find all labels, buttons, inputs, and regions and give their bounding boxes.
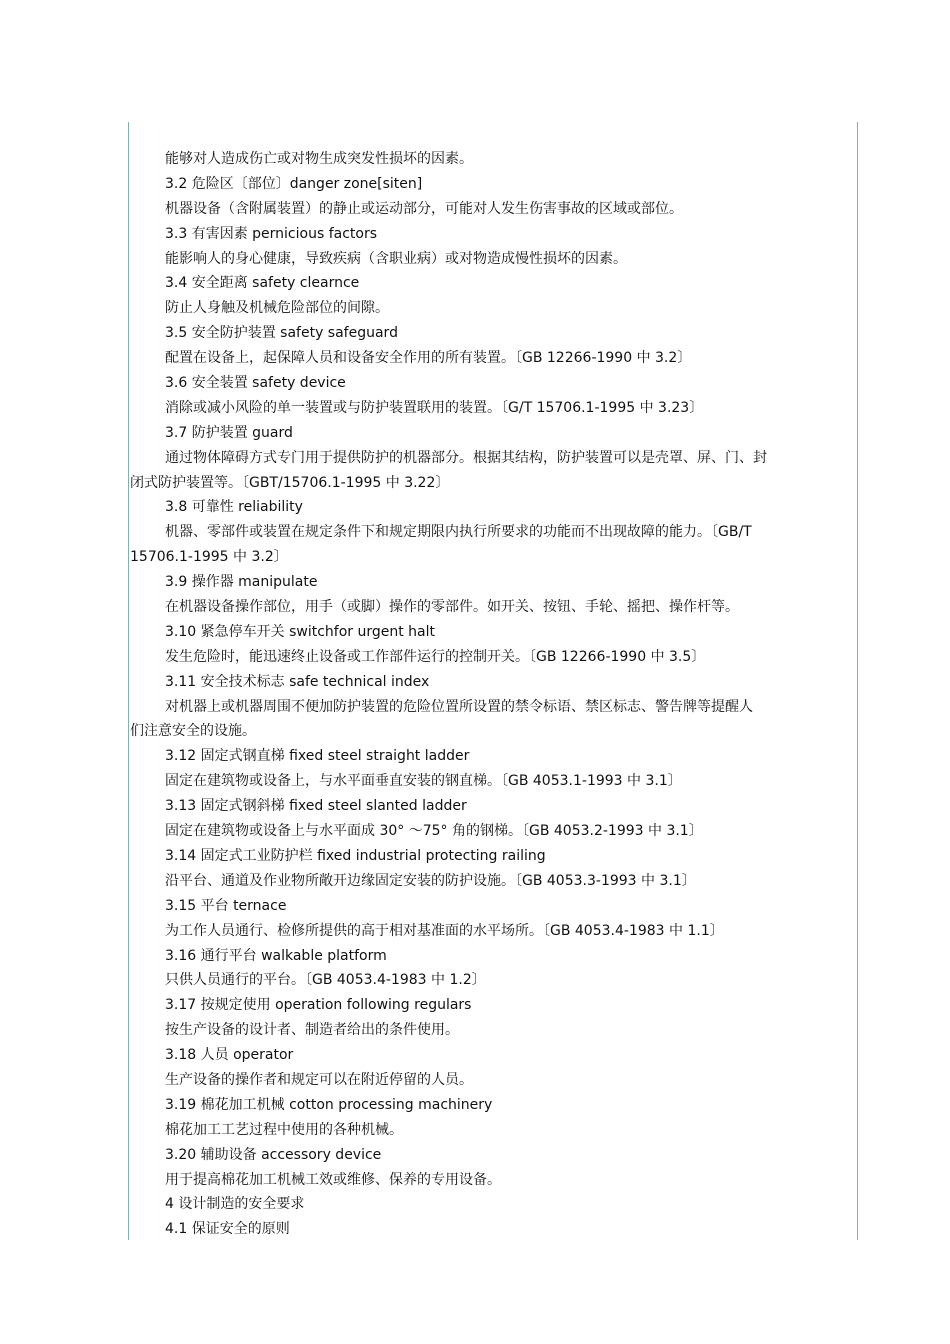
text-line: 4 设计制造的安全要求 xyxy=(165,1196,305,1213)
text-line: 3.7 防护装置 guard xyxy=(165,424,293,441)
text-line: 生产设备的操作者和规定可以在附近停留的人员。 xyxy=(165,1071,473,1088)
text-line: 3.5 安全防护装置 safety safeguard xyxy=(165,325,398,342)
text-line: 15706.1-1995 中 3.2〕 xyxy=(130,549,288,566)
text-line: 3.4 安全距离 safety clearnce xyxy=(165,275,360,292)
text-line: 3.3 有害因素 pernicious factors xyxy=(165,225,378,242)
text-line: 3.16 通行平台 walkable platform xyxy=(165,947,387,964)
text-line: 3.11 安全技术标志 safe technical index xyxy=(165,673,430,690)
text-line: 3.2 危险区〔部位〕danger zone[siten] xyxy=(165,175,423,192)
text-line: 3.17 按规定使用 operation following regulars xyxy=(165,997,472,1014)
text-line: 3.15 平台 ternace xyxy=(165,897,287,914)
text-line: 能够对人造成伤亡或对物生成突发性损坏的因素。 xyxy=(165,151,473,167)
text-line: 3.12 固定式钢直梯 fixed steel straight ladder xyxy=(165,748,470,765)
text-line: 只供人员通行的平台。〔GB 4053.4-1983 中 1.2〕 xyxy=(165,972,486,989)
document-body xyxy=(130,147,856,1242)
text-line: 能影响人的身心健康，导致疾病（含职业病）或对物造成慢性损坏的因素。 xyxy=(165,250,627,267)
text-line: 按生产设备的设计者、制造者给出的条件使用。 xyxy=(165,1022,459,1039)
text-line: 对机器上或机器周围不便加防护装置的危险位置所设置的禁令标语、禁区标志、警告牌等提醒人 xyxy=(165,698,753,715)
text-line: 用于提高棉花加工机械工效或维修、保养的专用设备。 xyxy=(165,1171,501,1188)
text-line: 3.8 可靠性 reliability xyxy=(165,499,303,516)
text-line: 3.9 操作器 manipulate xyxy=(165,574,318,591)
text-line: 机器、零部件或装置在规定条件下和规定期限内执行所要求的功能而不出现故障的能力。〔GB/T xyxy=(165,524,752,541)
text-line: 闭式防护装置等。〔GBT/15706.1-1995 中 3.22〕 xyxy=(130,474,450,491)
text-line: 棉花加工工艺过程中使用的各种机械。 xyxy=(165,1121,403,1138)
text-line: 机器设备（含附属装置）的静止或运动部分，可能对人发生伤害事故的区域或部位。 xyxy=(165,200,683,217)
text-line: 3.14 固定式工业防护栏 fixed industrial protecting railing xyxy=(165,847,546,864)
text-line: 3.6 安全装置 safety device xyxy=(165,375,346,392)
text-line: 4.1 保证安全的原则 xyxy=(165,1221,290,1238)
text-line: 为工作人员通行、检修所提供的高于相对基准面的水平场所。〔GB 4053.4-1983 中 1.1〕 xyxy=(165,922,724,939)
text-line: 配置在设备上，起保障人员和设备安全作用的所有装置。〔GB 12266-1990 中 3.2〕 xyxy=(165,350,692,367)
text-line: 3.18 人员 operator xyxy=(165,1047,294,1064)
text-line: 固定在建筑物或设备上，与水平面垂直安装的钢直梯。〔GB 4053.1-1993 中 3.1〕 xyxy=(165,773,682,790)
text-line: 消除或减小风险的单一装置或与防护装置联用的装置。〔G/T 15706.1-1995 中 3.23〕 xyxy=(165,399,704,416)
text-line: 3.10 紧急停车开关 switchfor urgent halt xyxy=(165,623,435,640)
text-line: 发生危险时，能迅速终止设备或工作部件运行的控制开关。〔GB 12266-1990 中 3.5〕 xyxy=(165,648,706,665)
text-line: 们注意安全的设施。 xyxy=(130,723,256,740)
text-line: 固定在建筑物或设备上与水平面成 30° ～75° 角的钢梯。〔GB 4053.2-1993 中 3.1〕 xyxy=(165,823,703,840)
text-line: 3.19 棉花加工机械 cotton processing machinery xyxy=(165,1096,493,1113)
text-line: 通过物体障碍方式专门用于提供防护的机器部分。根据其结构，防护装置可以是壳罩、屏、门、封 xyxy=(165,449,767,466)
text-line: 3.20 辅助设备 accessory device xyxy=(165,1146,382,1163)
text-line: 3.13 固定式钢斜梯 fixed steel slanted ladder xyxy=(165,798,467,815)
text-line: 沿平台、通道及作业物所敞开边缘固定安装的防护设施。〔GB 4053.3-1993 中 3.1〕 xyxy=(165,872,696,889)
text-line: 防止人身触及机械危险部位的间隙。 xyxy=(165,300,389,317)
text-line: 在机器设备操作部位，用手（或脚）操作的零部件。如开关、按钮、手轮、摇把、操作杆等。 xyxy=(165,599,739,616)
